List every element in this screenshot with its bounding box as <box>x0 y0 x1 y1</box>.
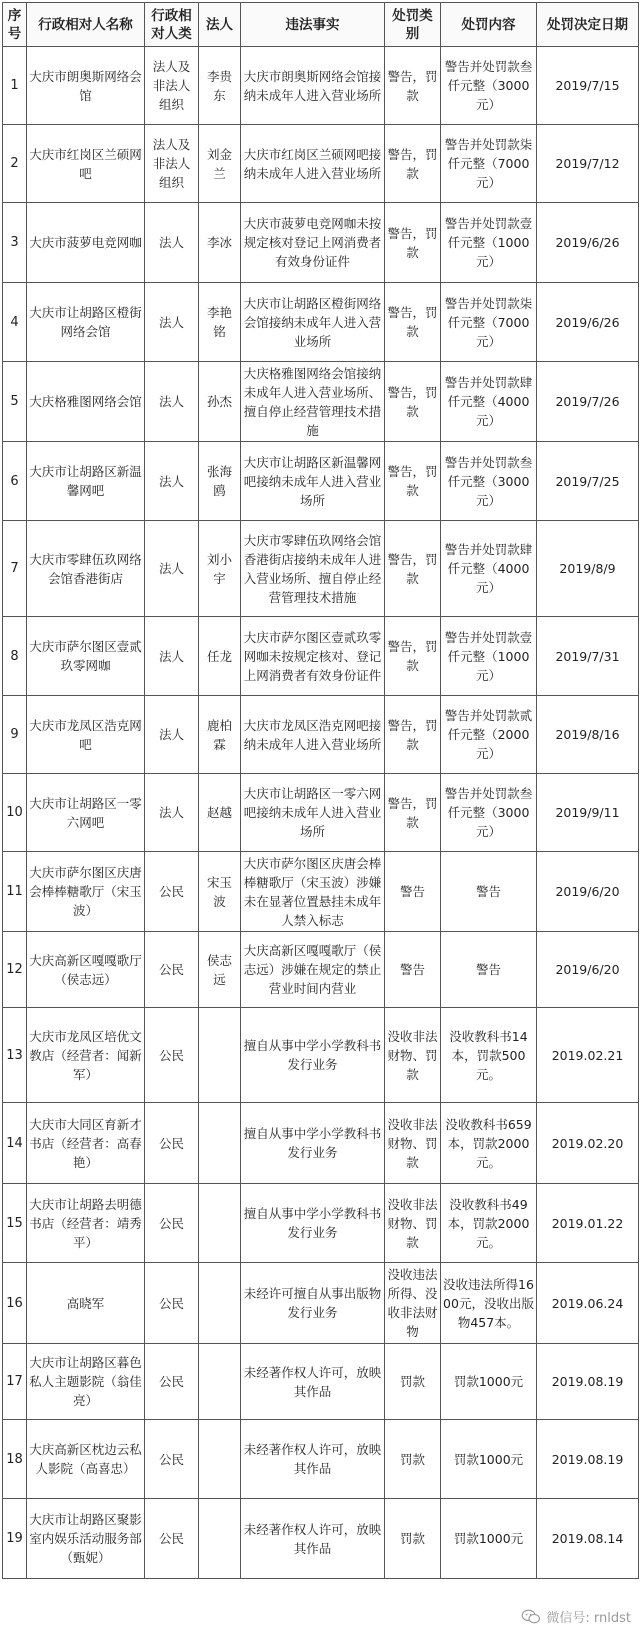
party-name-cell: 大庆市萨尔图区壹贰玖零网咖 <box>27 617 145 696</box>
legal-rep-cell: 侯志远 <box>199 932 241 1008</box>
table-row <box>3 1008 639 1103</box>
table-row <box>3 1263 639 1344</box>
row-number-cell: 16 <box>3 1263 27 1344</box>
party-type-cell: 公民 <box>145 1344 199 1420</box>
party-name-cell: 大庆市让胡路区一零六网吧 <box>27 774 145 852</box>
violation-fact-cell: 大庆市让胡路区新温馨网吧接纳未成年人进入营业场所 <box>241 442 385 521</box>
penalty-content-cell: 警告并处罚款叁仟元整（3000元） <box>441 774 537 852</box>
party-name-cell: 高晓军 <box>27 1263 145 1344</box>
table-row <box>3 203 639 283</box>
party-type-cell: 法人 <box>145 203 199 283</box>
decision-date-cell: 2019/7/25 <box>537 442 639 521</box>
penalty-content-cell: 警告并处罚款壹仟元整（1000元） <box>441 203 537 283</box>
header-cell: 处罚类别 <box>385 3 441 47</box>
table-row <box>3 1344 639 1420</box>
table-row <box>3 1420 639 1499</box>
row-number-cell: 17 <box>3 1344 27 1420</box>
violation-fact-cell: 大庆市菠萝电竞网咖未按规定核对登记上网消费者有效身份证件 <box>241 203 385 283</box>
header-cell: 处罚内容 <box>441 3 537 47</box>
penalty-category-cell: 警告 <box>385 932 441 1008</box>
penalty-category-cell: 警告，罚款 <box>385 283 441 362</box>
table-row <box>3 362 639 442</box>
violation-fact-cell: 大庆市龙凤区浩克网吧接纳未成年人进入营业场所 <box>241 696 385 774</box>
party-type-cell: 公民 <box>145 1263 199 1344</box>
table-row <box>3 774 639 852</box>
party-type-cell: 法人 <box>145 774 199 852</box>
table-body <box>3 47 639 1579</box>
decision-date-cell: 2019.08.19 <box>537 1344 639 1420</box>
decision-date-cell: 2019/8/16 <box>537 696 639 774</box>
legal-rep-cell: 张海鸥 <box>199 442 241 521</box>
legal-rep-cell: 李贵东 <box>199 47 241 125</box>
header-cell: 法人 <box>199 3 241 47</box>
table-row <box>3 852 639 932</box>
watermark <box>518 1606 634 1627</box>
penalty-category-cell: 警告，罚款 <box>385 696 441 774</box>
row-number-cell: 18 <box>3 1420 27 1499</box>
party-type-cell: 公民 <box>145 1008 199 1103</box>
decision-date-cell: 2019.06.24 <box>537 1263 639 1344</box>
penalty-category-cell: 警告，罚款 <box>385 362 441 442</box>
decision-date-cell: 2019/7/12 <box>537 125 639 203</box>
legal-rep-cell: 宋玉波 <box>199 852 241 932</box>
party-name-cell: 大庆市大同区育新才书店（经营者：高春艳） <box>27 1103 145 1184</box>
violation-fact-cell: 大庆格雅图网络会馆接纳未成年人进入营业场所、擅自停止经营管理技术措施 <box>241 362 385 442</box>
header-row <box>3 3 639 47</box>
penalty-table <box>2 2 639 1579</box>
party-name-cell: 大庆市让胡路区新温馨网吧 <box>27 442 145 521</box>
party-name-cell: 大庆市让胡路去明德书店（经营者：靖秀平） <box>27 1184 145 1263</box>
legal-rep-cell <box>199 1499 241 1579</box>
party-name-cell: 大庆市零肆伍玖网络会馆香港街店 <box>27 521 145 617</box>
decision-date-cell: 2019/7/31 <box>537 617 639 696</box>
penalty-category-cell: 警告，罚款 <box>385 203 441 283</box>
violation-fact-cell: 未经著作权人许可，放映其作品 <box>241 1344 385 1420</box>
table-row <box>3 1499 639 1579</box>
penalty-category-cell: 警告，罚款 <box>385 125 441 203</box>
row-number-cell: 15 <box>3 1184 27 1263</box>
penalty-category-cell: 警告，罚款 <box>385 521 441 617</box>
row-number-cell: 11 <box>3 852 27 932</box>
legal-rep-cell: 赵越 <box>199 774 241 852</box>
legal-rep-cell <box>199 1263 241 1344</box>
penalty-content-cell: 没收教科书659本，罚款2000元。 <box>441 1103 537 1184</box>
row-number-cell: 1 <box>3 47 27 125</box>
table-row <box>3 696 639 774</box>
party-type-cell: 法人 <box>145 696 199 774</box>
row-number-cell: 12 <box>3 932 27 1008</box>
party-type-cell: 法人及非法人组织 <box>145 125 199 203</box>
row-number-cell: 3 <box>3 203 27 283</box>
legal-rep-cell: 李冰 <box>199 203 241 283</box>
penalty-category-cell: 没收非法财物、罚款 <box>385 1103 441 1184</box>
legal-rep-cell <box>199 1344 241 1420</box>
table-row <box>3 932 639 1008</box>
party-name-cell: 大庆市龙凤区浩克网吧 <box>27 696 145 774</box>
party-type-cell: 法人 <box>145 442 199 521</box>
penalty-content-cell: 警告并处罚款壹仟元整（1000元） <box>441 617 537 696</box>
party-type-cell: 公民 <box>145 852 199 932</box>
violation-fact-cell: 未经著作权人许可，放映其作品 <box>241 1499 385 1579</box>
party-type-cell: 法人 <box>145 521 199 617</box>
penalty-category-cell: 没收非法财物、罚款 <box>385 1184 441 1263</box>
party-type-cell: 法人 <box>145 362 199 442</box>
party-name-cell: 大庆市让胡路区暮色私人主题影院（翁佳亮） <box>27 1344 145 1420</box>
party-type-cell: 法人及非法人组织 <box>145 47 199 125</box>
violation-fact-cell: 擅自从事中学小学教科书发行业务 <box>241 1184 385 1263</box>
table-row <box>3 521 639 617</box>
party-type-cell: 公民 <box>145 1103 199 1184</box>
decision-date-cell: 2019/6/20 <box>537 852 639 932</box>
penalty-content-cell: 警告并处罚款肆仟元整（4000元） <box>441 362 537 442</box>
row-number-cell: 13 <box>3 1008 27 1103</box>
decision-date-cell: 2019/7/15 <box>537 47 639 125</box>
wechat-icon <box>521 1609 541 1625</box>
violation-fact-cell: 未经著作权人许可，放映其作品 <box>241 1420 385 1499</box>
row-number-cell: 19 <box>3 1499 27 1579</box>
party-type-cell: 法人 <box>145 283 199 362</box>
penalty-category-cell: 警告，罚款 <box>385 617 441 696</box>
penalty-content-cell: 警告并处罚款柒仟元整（7000元） <box>441 125 537 203</box>
legal-rep-cell: 鹿柏霖 <box>199 696 241 774</box>
legal-rep-cell: 孙杰 <box>199 362 241 442</box>
violation-fact-cell: 大庆市萨尔图区壹贰玖零网咖未按规定核对、登记上网消费者有效身份证件 <box>241 617 385 696</box>
violation-fact-cell: 大庆高新区嘎嘎歌厅（侯志远）涉嫌在规定的禁止营业时间内营业 <box>241 932 385 1008</box>
penalty-category-cell: 罚款 <box>385 1499 441 1579</box>
penalty-content-cell: 警告并处罚款叁仟元整（3000元） <box>441 442 537 521</box>
table-row <box>3 617 639 696</box>
decision-date-cell: 2019.08.19 <box>537 1420 639 1499</box>
header-cell: 序号 <box>3 3 27 47</box>
decision-date-cell: 2019.02.20 <box>537 1103 639 1184</box>
party-name-cell: 大庆市朗奥斯网络会馆 <box>27 47 145 125</box>
violation-fact-cell: 擅自从事中学小学教科书发行业务 <box>241 1008 385 1103</box>
party-name-cell: 大庆市红岗区兰硕网吧 <box>27 125 145 203</box>
legal-rep-cell: 任龙 <box>199 617 241 696</box>
table-row <box>3 442 639 521</box>
legal-rep-cell <box>199 1008 241 1103</box>
penalty-content-cell: 警告 <box>441 852 537 932</box>
party-name-cell: 大庆市龙凤区培优文教店（经营者：闻新军） <box>27 1008 145 1103</box>
penalty-category-cell: 警告，罚款 <box>385 47 441 125</box>
header-cell: 违法事实 <box>241 3 385 47</box>
penalty-category-cell: 罚款 <box>385 1420 441 1499</box>
row-number-cell: 10 <box>3 774 27 852</box>
row-number-cell: 9 <box>3 696 27 774</box>
party-name-cell: 大庆高新区枕边云私人影院（高喜忠） <box>27 1420 145 1499</box>
penalty-content-cell: 警告并处罚款肆仟元整（4000元） <box>441 521 537 617</box>
decision-date-cell: 2019.02.21 <box>537 1008 639 1103</box>
header-cell: 处罚决定日期 <box>537 3 639 47</box>
penalty-content-cell: 没收违法所得1600元，没收出版物457本。 <box>441 1263 537 1344</box>
header-cell: 行政相对人类 <box>145 3 199 47</box>
table-row <box>3 47 639 125</box>
violation-fact-cell: 大庆市零肆伍玖网络会馆香港街店接纳未成年人进入营业场所、擅自停止经营管理技术措施 <box>241 521 385 617</box>
penalty-content-cell: 没收教科书49本，罚款2000元。 <box>441 1184 537 1263</box>
party-name-cell: 大庆市菠萝电竞网咖 <box>27 203 145 283</box>
penalty-category-cell: 没收违法所得、没收非法财物 <box>385 1263 441 1344</box>
party-name-cell: 大庆格雅图网络会馆 <box>27 362 145 442</box>
row-number-cell: 5 <box>3 362 27 442</box>
party-type-cell: 公民 <box>145 1499 199 1579</box>
legal-rep-cell: 李艳铭 <box>199 283 241 362</box>
decision-date-cell: 2019/6/26 <box>537 203 639 283</box>
penalty-category-cell: 警告，罚款 <box>385 774 441 852</box>
penalty-content-cell: 警告 <box>441 932 537 1008</box>
violation-fact-cell: 未经许可擅自从事出版物发行业务 <box>241 1263 385 1344</box>
party-type-cell: 公民 <box>145 932 199 1008</box>
violation-fact-cell: 大庆市萨尔图区庆唐会棒棒糖歌厅（宋玉波）涉嫌未在显著位置悬挂未成年人禁入标志 <box>241 852 385 932</box>
decision-date-cell: 2019.08.14 <box>537 1499 639 1579</box>
table-row <box>3 125 639 203</box>
table-row <box>3 1103 639 1184</box>
party-type-cell: 公民 <box>145 1420 199 1499</box>
legal-rep-cell <box>199 1420 241 1499</box>
penalty-content-cell: 警告并处罚款贰仟元整（2000元） <box>441 696 537 774</box>
party-type-cell: 公民 <box>145 1184 199 1263</box>
penalty-content-cell: 警告并处罚款柒仟元整（7000元） <box>441 283 537 362</box>
row-number-cell: 4 <box>3 283 27 362</box>
row-number-cell: 6 <box>3 442 27 521</box>
penalty-content-cell: 罚款1000元 <box>441 1344 537 1420</box>
watermark-text: 微信号: rnldst <box>546 1611 631 1626</box>
party-name-cell: 大庆市让胡路区橙街网络会馆 <box>27 283 145 362</box>
penalty-content-cell: 没收教科书14本，罚款500元。 <box>441 1008 537 1103</box>
table-row <box>3 1184 639 1263</box>
decision-date-cell: 2019/7/26 <box>537 362 639 442</box>
row-number-cell: 8 <box>3 617 27 696</box>
row-number-cell: 7 <box>3 521 27 617</box>
legal-rep-cell <box>199 1184 241 1263</box>
decision-date-cell: 2019/8/9 <box>537 521 639 617</box>
penalty-category-cell: 罚款 <box>385 1344 441 1420</box>
header-cell: 行政相对人名称 <box>27 3 145 47</box>
penalty-content-cell: 罚款1000元 <box>441 1420 537 1499</box>
decision-date-cell: 2019.01.22 <box>537 1184 639 1263</box>
violation-fact-cell: 大庆市朗奥斯网络会馆接纳未成年人进入营业场所 <box>241 47 385 125</box>
party-name-cell: 大庆市萨尔图区庆唐会棒棒糖歌厅（宋玉波） <box>27 852 145 932</box>
penalty-content-cell: 警告并处罚款叁仟元整（3000元） <box>441 47 537 125</box>
legal-rep-cell: 刘小宇 <box>199 521 241 617</box>
party-type-cell: 法人 <box>145 617 199 696</box>
legal-rep-cell <box>199 1103 241 1184</box>
row-number-cell: 14 <box>3 1103 27 1184</box>
penalty-category-cell: 警告 <box>385 852 441 932</box>
party-name-cell: 大庆高新区嘎嘎歌厅（侯志远） <box>27 932 145 1008</box>
legal-rep-cell: 刘金兰 <box>199 125 241 203</box>
violation-fact-cell: 大庆市红岗区兰硕网吧接纳未成年人进入营业场所 <box>241 125 385 203</box>
decision-date-cell: 2019/6/20 <box>537 932 639 1008</box>
penalty-category-cell: 警告，罚款 <box>385 442 441 521</box>
table-row <box>3 283 639 362</box>
penalty-content-cell: 罚款1000元 <box>441 1499 537 1579</box>
decision-date-cell: 2019/9/11 <box>537 774 639 852</box>
violation-fact-cell: 大庆市让胡路区橙街网络会馆接纳未成年人进入营业场所 <box>241 283 385 362</box>
violation-fact-cell: 大庆市让胡路区一零六网吧接纳未成年人进入营业场所 <box>241 774 385 852</box>
party-name-cell: 大庆市让胡路区聚影室内娱乐活动服务部（甄妮） <box>27 1499 145 1579</box>
decision-date-cell: 2019/6/26 <box>537 283 639 362</box>
row-number-cell: 2 <box>3 125 27 203</box>
penalty-category-cell: 没收非法财物、罚款 <box>385 1008 441 1103</box>
violation-fact-cell: 擅自从事中学小学教科书发行业务 <box>241 1103 385 1184</box>
